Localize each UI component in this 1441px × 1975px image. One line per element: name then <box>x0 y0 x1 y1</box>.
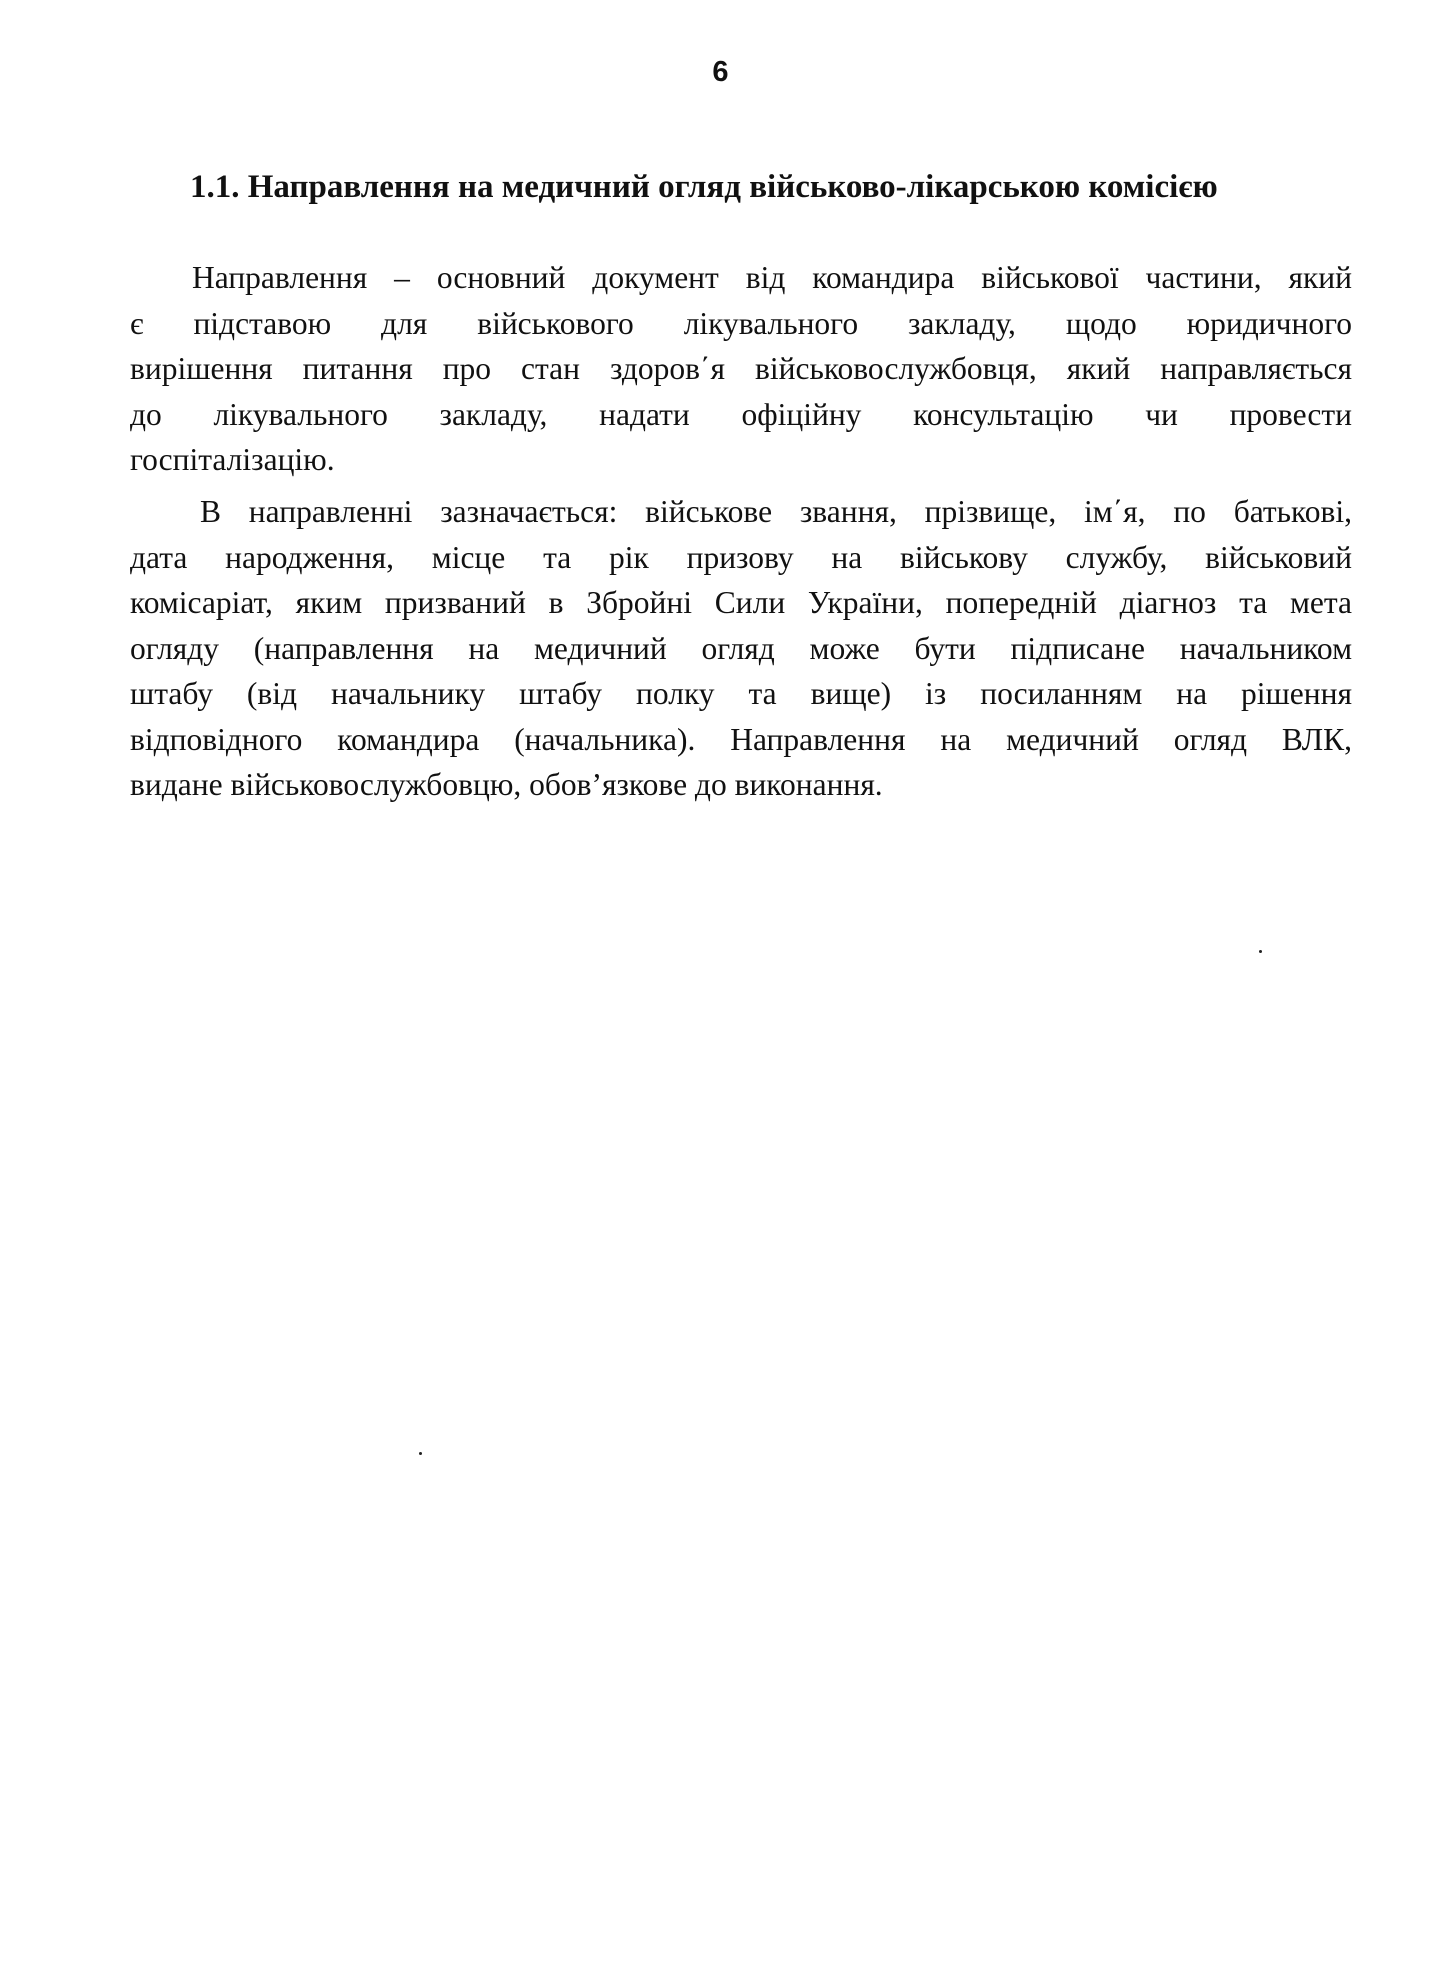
scan-speck <box>419 1452 422 1455</box>
section-title: 1.1. Направлення на медичний огляд військово-лікарською комісією <box>190 169 1218 205</box>
paragraph-line: комісаріат, яким призваний в Збройні Сили України, попередній діагноз та мета <box>130 585 1352 620</box>
paragraph-line: штабу (від начальнику штабу полку та вище) із посиланням на рішення <box>130 676 1352 711</box>
paragraph-line: госпіталізацію. <box>130 442 335 477</box>
scan-speck <box>1259 950 1262 953</box>
paragraph-line: огляду (направлення на медичний огляд може бути підписане начальником <box>130 630 1352 666</box>
paragraph-referral-definition <box>130 255 1352 483</box>
paragraph-line: до лікувального закладу, надати офіційну консультацію чи провести <box>130 396 1352 432</box>
paragraph-line: В направленні зазначається: військове звання, прізвище, ім΄я, по батькові, <box>200 494 1352 529</box>
paragraph-line: видане військовослужбовцю, обов’язкове до виконання. <box>130 767 883 802</box>
paragraph-line: відповідного командира (начальника). Направлення на медичний огляд ВЛК, <box>130 721 1352 757</box>
paragraph-line: вирішення питання про стан здоров΄я військовослужбовця, який направляється <box>130 351 1352 386</box>
paragraph-line: дата народження, місце та рік призову на військову службу, військовий <box>130 539 1352 575</box>
paragraph-line: є підставою для військового лікувального закладу, щодо юридичного <box>130 305 1352 341</box>
page-number: 6 <box>712 56 729 88</box>
paragraph-line: Направлення – основний документ від командира військової частини, який <box>192 260 1352 295</box>
paragraph-referral-contents <box>130 489 1352 808</box>
